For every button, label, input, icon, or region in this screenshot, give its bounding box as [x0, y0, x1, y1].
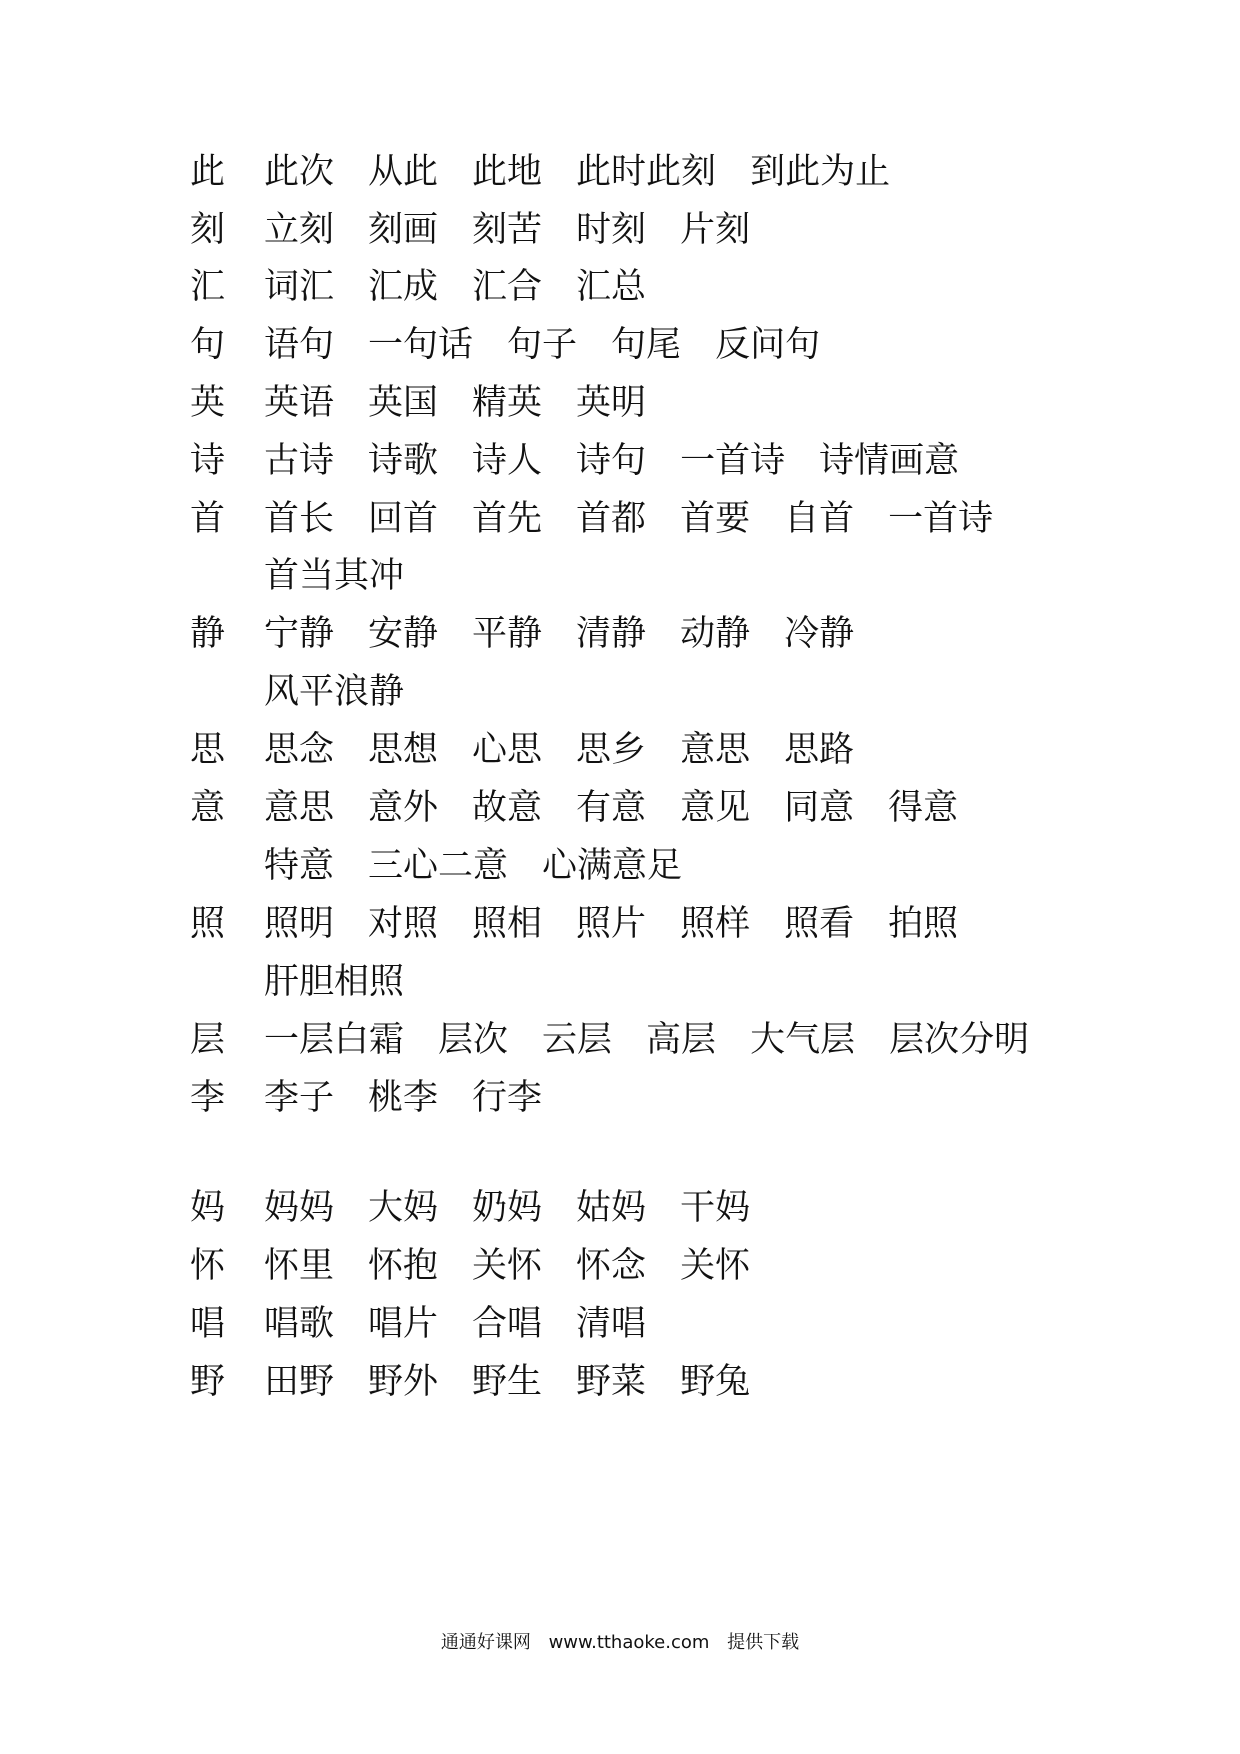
vocab-word: 照样 — [680, 904, 751, 944]
vocab-word: 一首诗 — [888, 499, 994, 539]
vocab-word: 英明 — [576, 383, 647, 423]
word-list — [264, 550, 438, 602]
vocab-word: 句尾 — [611, 325, 682, 365]
vocab-word: 一层白霜 — [264, 1020, 405, 1060]
vocab-word: 刻苦 — [472, 210, 543, 250]
vocab-word: 怀里 — [264, 1246, 335, 1286]
vocab-word: 一首诗 — [680, 441, 786, 481]
vocab-word: 特意 — [264, 846, 335, 886]
word-list — [264, 377, 680, 429]
head-character: 野 — [190, 1362, 226, 1402]
word-list — [264, 1356, 784, 1408]
word-list — [264, 840, 716, 892]
vocab-word: 首长 — [264, 499, 335, 539]
word-list — [264, 493, 1027, 545]
word-list — [264, 1182, 784, 1234]
head-character: 汇 — [190, 267, 226, 307]
head-character: 此 — [190, 152, 226, 192]
vocab-word: 首先 — [472, 499, 543, 539]
vocab-word: 合唱 — [472, 1304, 543, 1344]
vocab-word: 精英 — [472, 383, 543, 423]
footer — [0, 1628, 1240, 1654]
vocab-word: 田野 — [264, 1362, 335, 1402]
vocab-word: 唱歌 — [264, 1304, 335, 1344]
vocab-word: 刻画 — [368, 210, 439, 250]
vocab-word: 有意 — [576, 788, 647, 828]
vocab-word: 宁静 — [264, 614, 335, 654]
vocab-word: 首都 — [576, 499, 647, 539]
head-character: 刻 — [190, 210, 226, 250]
vocab-word: 立刻 — [264, 210, 335, 250]
vocab-word: 得意 — [888, 788, 959, 828]
vocab-word: 关怀 — [680, 1246, 751, 1286]
vocab-word: 思路 — [784, 730, 855, 770]
vocab-word: 英语 — [264, 383, 335, 423]
vocab-word: 意思 — [680, 730, 751, 770]
vocab-word: 意思 — [264, 788, 335, 828]
footer-suffix: 提供下载 — [727, 1632, 800, 1653]
vocab-word: 反问句 — [715, 325, 821, 365]
vocab-word: 平静 — [472, 614, 543, 654]
vocab-word: 从此 — [368, 152, 439, 192]
vocab-word: 回首 — [368, 499, 439, 539]
vocab-word: 此次 — [264, 152, 335, 192]
vocab-word: 层次分明 — [889, 1020, 1030, 1060]
vocab-word: 诗情画意 — [819, 441, 960, 481]
vocab-word: 唱片 — [368, 1304, 439, 1344]
vocab-word: 妈妈 — [264, 1188, 335, 1228]
vocab-word: 心思 — [472, 730, 543, 770]
vocab-word: 照片 — [576, 904, 647, 944]
vocab-word: 怀念 — [576, 1246, 647, 1286]
vocab-word: 英国 — [368, 383, 439, 423]
vocab-word: 对照 — [368, 904, 439, 944]
vocab-word: 词汇 — [264, 267, 335, 307]
word-list — [264, 1298, 680, 1350]
vocab-word: 自首 — [784, 499, 855, 539]
footer-site-name: 通通好课网 — [440, 1632, 531, 1653]
vocab-word: 行李 — [472, 1078, 543, 1118]
vocab-word: 大气层 — [750, 1020, 856, 1060]
head-character: 首 — [190, 499, 226, 539]
vocab-word: 到此为止 — [750, 152, 891, 192]
head-character: 照 — [190, 904, 226, 944]
vocab-word: 时刻 — [576, 210, 647, 250]
vocab-word: 汇合 — [472, 267, 543, 307]
vocab-word: 古诗 — [264, 441, 335, 481]
vocab-word: 安静 — [368, 614, 439, 654]
word-list — [264, 898, 992, 950]
vocab-word: 层次 — [438, 1020, 509, 1060]
vocab-word: 思乡 — [576, 730, 647, 770]
head-character: 意 — [190, 788, 226, 828]
vocab-word: 心满意足 — [542, 846, 683, 886]
vocab-word: 照相 — [472, 904, 543, 944]
word-list — [264, 956, 438, 1008]
vocab-word: 怀抱 — [368, 1246, 439, 1286]
vocab-word: 首当其冲 — [264, 556, 405, 596]
head-character: 英 — [190, 383, 226, 423]
vocab-word: 姑妈 — [576, 1188, 647, 1228]
vocab-word: 野兔 — [680, 1362, 751, 1402]
footer-url[interactable]: www.tthaoke.com — [548, 1632, 710, 1653]
vocab-word: 动静 — [680, 614, 751, 654]
head-character: 句 — [190, 325, 226, 365]
word-list — [264, 1014, 1063, 1066]
word-list — [264, 1072, 576, 1124]
word-list — [264, 261, 680, 313]
vocab-word: 干妈 — [680, 1188, 751, 1228]
vocab-word: 诗句 — [576, 441, 647, 481]
word-list — [264, 1240, 784, 1292]
head-character: 唱 — [190, 1304, 226, 1344]
head-character: 层 — [190, 1020, 226, 1060]
vocab-word: 此地 — [472, 152, 543, 192]
vocab-word: 首要 — [680, 499, 751, 539]
vocab-word: 意见 — [680, 788, 751, 828]
vocab-word: 野菜 — [576, 1362, 647, 1402]
word-list — [264, 319, 854, 371]
vocab-word: 大妈 — [368, 1188, 439, 1228]
word-list — [264, 724, 888, 776]
vocab-word: 同意 — [784, 788, 855, 828]
vocab-word: 诗歌 — [368, 441, 439, 481]
vocab-word: 肝胆相照 — [264, 962, 405, 1002]
vocab-word: 照明 — [264, 904, 335, 944]
vocab-word: 诗人 — [472, 441, 543, 481]
word-list — [264, 666, 438, 718]
head-character: 李 — [190, 1078, 226, 1118]
vocab-word: 语句 — [264, 325, 335, 365]
head-character: 诗 — [190, 441, 226, 481]
vocab-word: 云层 — [542, 1020, 613, 1060]
vocab-word: 冷静 — [784, 614, 855, 654]
head-character: 思 — [190, 730, 226, 770]
vocab-word: 汇总 — [576, 267, 647, 307]
word-list — [264, 146, 924, 198]
vocab-word: 照看 — [784, 904, 855, 944]
vocab-word: 拍照 — [888, 904, 959, 944]
vocab-word: 野生 — [472, 1362, 543, 1402]
vocab-word: 李子 — [264, 1078, 335, 1118]
word-list — [264, 435, 993, 487]
vocab-word: 奶妈 — [472, 1188, 543, 1228]
vocab-word: 汇成 — [368, 267, 439, 307]
head-character: 怀 — [190, 1246, 226, 1286]
vocab-word: 故意 — [472, 788, 543, 828]
head-character: 静 — [190, 614, 226, 654]
vocab-word: 清唱 — [576, 1304, 647, 1344]
vocab-word: 片刻 — [680, 210, 751, 250]
vocab-word: 三心二意 — [368, 846, 509, 886]
word-list — [264, 608, 888, 660]
vocab-word: 意外 — [368, 788, 439, 828]
vocab-word: 思想 — [368, 730, 439, 770]
vocab-word: 此时此刻 — [576, 152, 717, 192]
vocab-word: 风平浪静 — [264, 672, 405, 712]
word-list — [264, 204, 784, 256]
vocab-word: 句子 — [507, 325, 578, 365]
vocab-word: 野外 — [368, 1362, 439, 1402]
vocab-word: 桃李 — [368, 1078, 439, 1118]
head-character: 妈 — [190, 1188, 226, 1228]
vocab-word: 高层 — [646, 1020, 717, 1060]
vocab-word: 思念 — [264, 730, 335, 770]
vocab-word: 关怀 — [472, 1246, 543, 1286]
word-list — [264, 782, 992, 834]
vocab-word: 一句话 — [368, 325, 474, 365]
vocab-word: 清静 — [576, 614, 647, 654]
